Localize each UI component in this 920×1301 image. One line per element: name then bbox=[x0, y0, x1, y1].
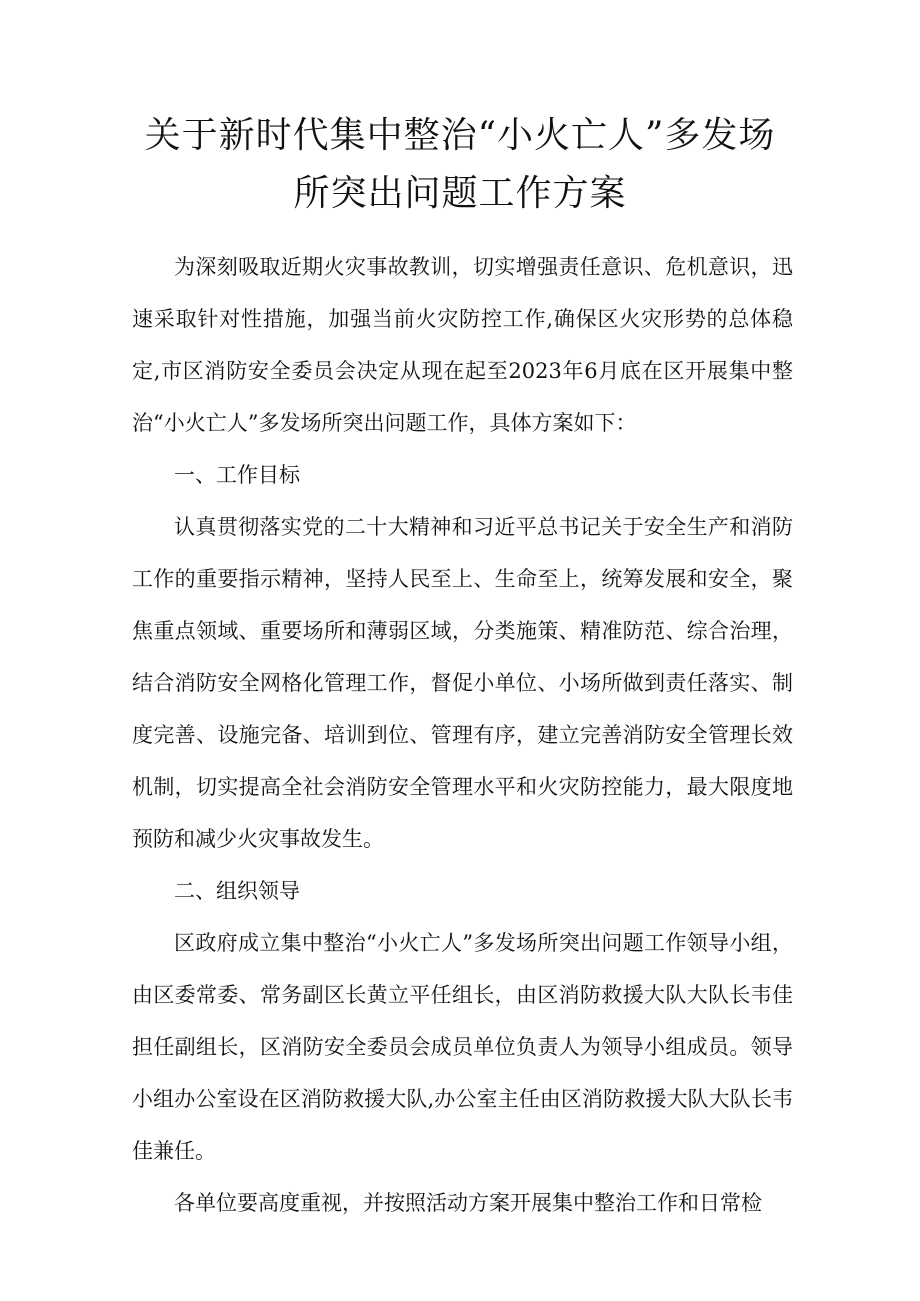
intro-paragraph: 为深刻吸取近期火灾事故教训，切实增强责任意识、危机意识，迅速采取针对性措施，加强当前火灾防控工作,确保区火灾形势的总体稳定,市区消防安全委员会决定从现在起至2023年6月底在区开展集中整治“小火亡人”多发场所突出问题工作，具体方案如下： bbox=[132, 255, 793, 435]
section-1-paragraph: 认真贯彻落实党的二十大精神和习近平总书记关于安全生产和消防工作的重要指示精神，坚持人民至上、生命至上，统筹发展和安全，聚焦重点领域、重要场所和薄弱区域，分类施策、精准防范、综合治理，结合消防安全网格化管理工作，督促小单位、小场所做到责任落实、制度完善、设施完备、培训到位、管理有序，建立完善消防安全管理长效机制，切实提高全社会消防安全管理水平和火灾防控能力，最大限度地预防和减少火灾事故发生。 bbox=[132, 515, 793, 851]
document-title-line-1: 关于新时代集中整治“小火亡人”多发场 bbox=[144, 115, 776, 156]
section-2-paragraph-continued: 各单位要高度重视，并按照活动方案开展集中整治工作和日常检 bbox=[174, 1191, 762, 1215]
document-title-line-2: 所突出问题工作方案 bbox=[293, 173, 627, 214]
section-1-heading: 一、工作目标 bbox=[174, 463, 300, 487]
section-2-heading: 二、组织领导 bbox=[174, 879, 300, 903]
section-2-paragraph: 区政府成立集中整治“小火亡人”多发场所突出问题工作领导小组，由区委常委、常务副区长黄立平任组长，由区消防救援大队大队长韦佳担任副组长，区消防安全委员会成员单位负责人为领导小组成员。领导小组办公室设在区消防救援大队,办公室主任由区消防救援大队大队长韦佳兼任。 bbox=[132, 931, 793, 1163]
document-body bbox=[132, 241, 793, 1229]
